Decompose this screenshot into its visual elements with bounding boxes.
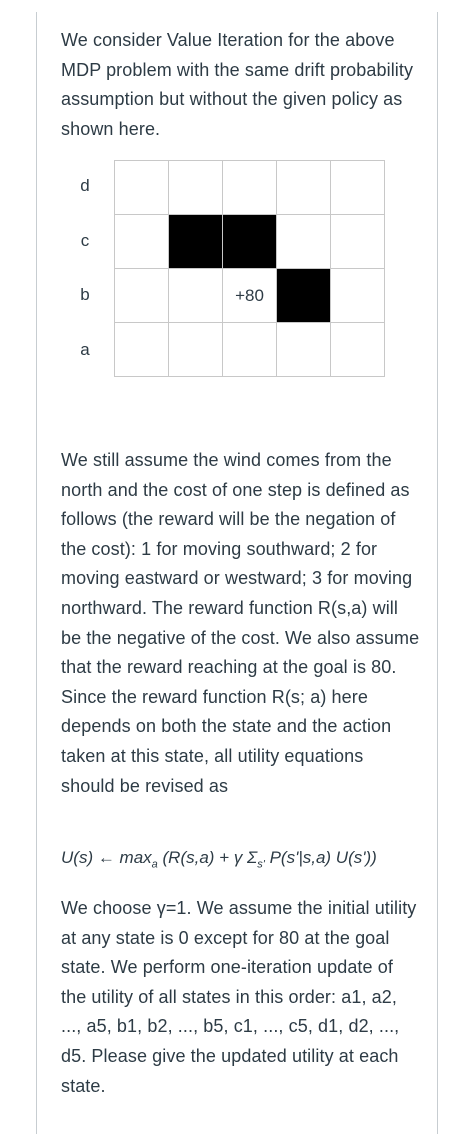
grid-cell-d5 [331,161,385,215]
row-label-a: a [80,340,90,359]
grid-row-b [115,269,385,323]
utility-equation [61,848,377,870]
grid-cell-c5 [331,215,385,269]
grid-cell-d1 [115,161,169,215]
grid-cell-d4 [277,161,331,215]
equation-mid-subscript: s' [257,858,265,871]
gridworld-figure [60,160,390,380]
row-label-c: c [80,231,90,250]
grid-cell-b4 [277,269,331,323]
grid-cell-a5 [331,323,385,377]
grid-cell-b3: +80 [223,269,277,323]
equation-lhs: U(s) ← max [61,848,152,867]
gridworld-table [114,160,385,377]
description-paragraph: We still assume the wind comes from the north and the cost of one step is defined as follows (the reward will be the negation of the cost): 1 for moving southward; 2 for moving eastward or westward; 3 for moving northward. The reward function R(s,a) will be the negative of the cost. We also assume that the reward reaching at the goal is 80. Since the reward function R(s; a) here depends on both the state and the action taken at this state, all utility equations should be revised as [61,450,420,796]
row-label-b: b [80,285,90,304]
intro-paragraph: We consider Value Iteration for the above MDP problem with the same drift probability assumption but without the given policy as shown here. [61,30,414,139]
grid-cell-c2 [169,215,223,269]
grid-cell-d3 [223,161,277,215]
grid-cell-b1 [115,269,169,323]
frame-left-border [36,12,37,1134]
grid-cell-c1 [115,215,169,269]
grid-cell-a3 [223,323,277,377]
row-label-d: d [80,176,90,195]
grid-cell-a1 [115,323,169,377]
equation-rhs: P(s'|s,a) U(s')) [264,848,377,867]
grid-cell-c4 [277,215,331,269]
grid-cell-b5 [331,269,385,323]
grid-cell-d2 [169,161,223,215]
grid-cell-c3 [223,215,277,269]
equation-mid: (R(s,a) + γ Σ [157,848,258,867]
equation-lhs-subscript: a [151,858,158,871]
grid-cell-a4 [277,323,331,377]
grid-cell-a2 [169,323,223,377]
frame-right-border [437,12,438,1134]
task-paragraph: We choose γ=1. We assume the initial utility at any state is 0 except for 80 at the goal state. We perform one-iteration update of the utility of all states in this order: a1, a2, ..., a5, b1, b2, ..., b5, c1, ..., c5, d1, d2, ..., d5. Please give the updated utility at each state. [61,898,417,1096]
grid-row-c [115,215,385,269]
grid-row-d [115,161,385,215]
grid-row-a [115,323,385,377]
grid-cell-b2 [169,269,223,323]
